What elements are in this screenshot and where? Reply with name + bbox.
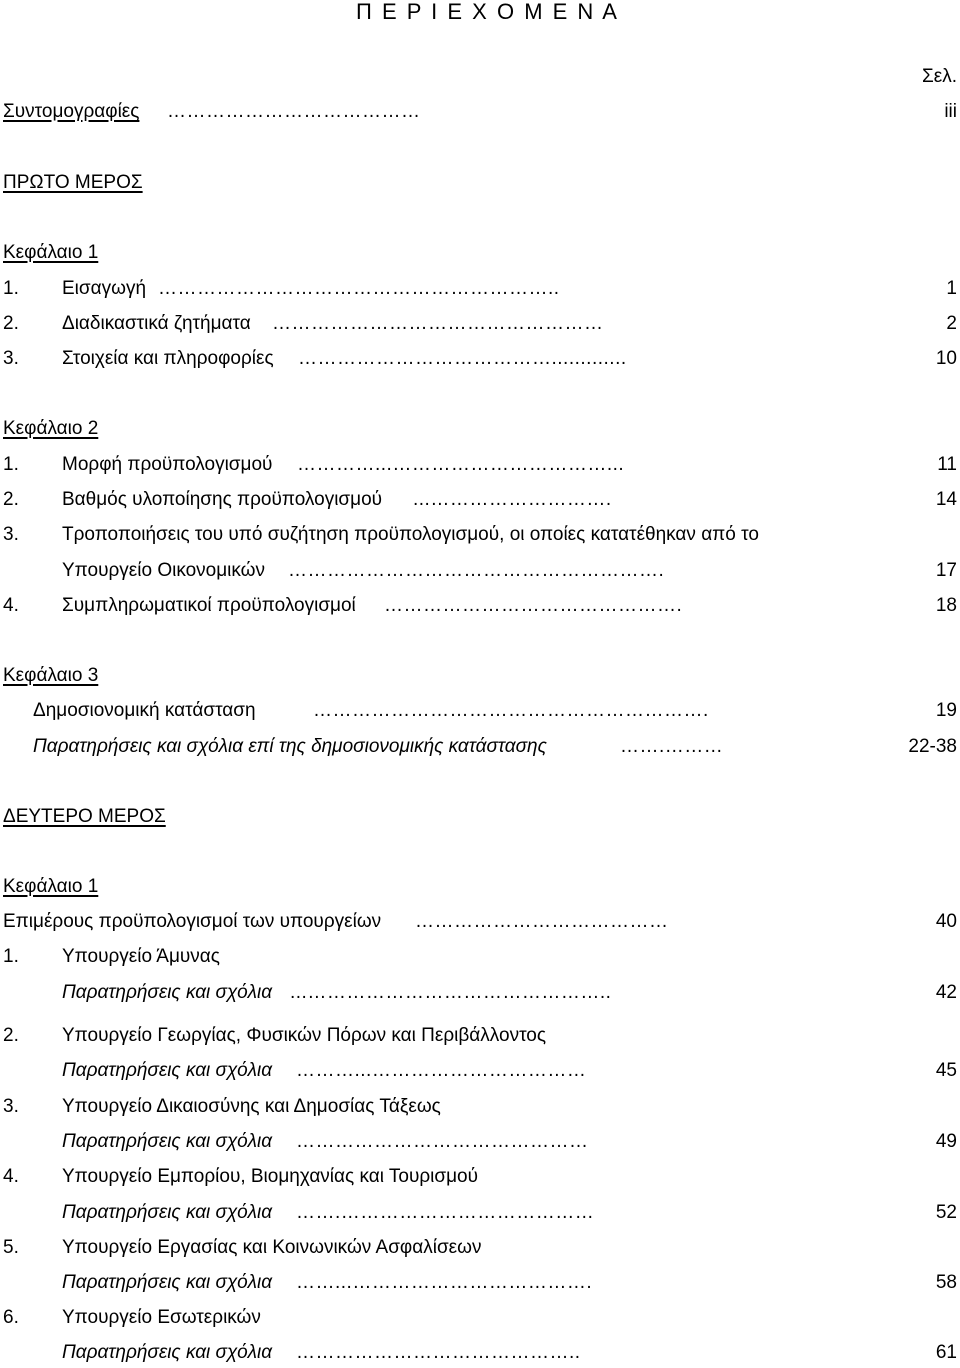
page-number: 45 [935, 1060, 957, 1081]
ministry-name: Υπουργείο Δικαιοσύνης και Δημοσίας Τάξεως [62, 1096, 441, 1117]
entry-title: Παρατηρήσεις και σχόλια [62, 982, 273, 1003]
toc-entry-abbreviations[interactable] [0, 97, 960, 127]
entry-title: Μορφή προϋπολογισμού [62, 454, 273, 475]
toc-entry[interactable] [0, 732, 960, 762]
dot-leader: …….………………………………… [296, 1202, 595, 1223]
toc-entry[interactable] [0, 1198, 960, 1228]
page-number: iii [944, 101, 957, 122]
page-number: 58 [935, 1272, 957, 1293]
dot-leader: ...……………………………………….. [290, 982, 612, 1003]
ministry-name: Υπουργείο Εργασίας και Κοινωνικών Ασφαλίσεων [62, 1237, 482, 1258]
chapter-heading: Κεφάλαιο 1 [3, 242, 99, 263]
entry-number: 3. [3, 524, 19, 545]
entry-title: Παρατηρήσεις και σχόλια [62, 1060, 273, 1081]
toc-entry[interactable] [0, 1056, 960, 1086]
entry-title: Τροποποιήσεις του υπό συζήτηση προϋπολογισμού, οι οποίες κατατέθηκαν από το [62, 524, 759, 545]
dot-leader: …………...……………………………... [297, 454, 625, 475]
entry-title: Βαθμός υλοποίησης προϋπολογισμού [62, 489, 383, 510]
ministry-name: Υπουργείο Εσωτερικών [62, 1307, 261, 1328]
dot-leader: …………………………………………………….. [158, 278, 560, 299]
ministry-row[interactable] [0, 1092, 960, 1122]
toc-title: Π Ε Ρ Ι Ε Χ Ο Μ Ε Ν Α [356, 0, 619, 24]
ministry-row[interactable] [0, 1303, 960, 1333]
dot-leader: …………………………………….. [296, 1342, 581, 1363]
chapter-heading-row [0, 872, 960, 902]
toc-entry[interactable] [0, 520, 960, 550]
page-number: 19 [935, 700, 957, 721]
entry-title: Διαδικαστικά ζητήματα [62, 313, 251, 334]
entry-title: Παρατηρήσεις και σχόλια [62, 1202, 273, 1223]
ministry-name: Υπουργείο Εμπορίου, Βιομηχανίας και Τουρισμού [62, 1166, 478, 1187]
entry-number: 3. [3, 348, 19, 369]
ministry-row[interactable] [0, 1021, 960, 1051]
page-number: 49 [935, 1131, 957, 1152]
toc-entry[interactable] [0, 274, 960, 304]
entry-title: Δημοσιονομική κατάσταση [33, 700, 256, 721]
dot-leader: ………...…………………………… [296, 1060, 587, 1081]
page-number: 40 [935, 911, 957, 932]
entry-title: Υπουργείο Οικονομικών [62, 560, 265, 581]
chapter-heading-row [0, 661, 960, 691]
entry-number: 3. [3, 1096, 19, 1117]
entry-number: 1. [3, 946, 19, 967]
page-number: 2 [946, 313, 957, 334]
entry-title: Επιμέρους προϋπολογισμοί των υπουργείων [3, 911, 382, 932]
entry-number: 5. [3, 1237, 19, 1258]
chapter-heading: Κεφάλαιο 1 [3, 876, 99, 897]
page-number: 10 [935, 348, 957, 369]
entry-number: 4. [3, 595, 19, 616]
entry-title: Συμπληρωματικοί προϋπολογισμοί [62, 595, 356, 616]
part-two-heading: ΔΕΥΤΕΡΟ ΜΕΡΟΣ [3, 806, 166, 827]
dot-leader: ………………………………… [167, 101, 421, 122]
ministry-row[interactable] [0, 942, 960, 972]
toc-entry[interactable] [0, 450, 960, 480]
dot-leader: …………………………………………… [272, 313, 604, 334]
abbreviations-label: Συντομογραφίες [3, 101, 140, 122]
toc-entry[interactable] [0, 485, 960, 515]
entry-number: 2. [3, 1025, 19, 1046]
dot-leader: ………………………………………. [384, 595, 683, 616]
entry-title: Παρατηρήσεις και σχόλια επί της δημοσιονομικής κατάστασης [33, 736, 547, 757]
toc-entry[interactable] [0, 696, 960, 726]
toc-entry[interactable] [0, 309, 960, 339]
page-number: 14 [935, 489, 957, 510]
part-one-heading-row [0, 168, 960, 198]
page-number: 61 [935, 1342, 957, 1363]
dot-leader: …….……… [620, 736, 724, 757]
chapter-heading: Κεφάλαιο 3 [3, 665, 99, 686]
page-number: 42 [935, 982, 957, 1003]
toc-entry[interactable] [0, 344, 960, 374]
part-two-heading-row [0, 802, 960, 832]
entry-number: 2. [3, 313, 19, 334]
entry-number: 4. [3, 1166, 19, 1187]
part-one-heading: ΠΡΩΤΟ ΜΕΡΟΣ [3, 172, 143, 193]
dot-leader: ……………………………………… [296, 1131, 589, 1152]
page-number: 22-38 [908, 736, 957, 757]
ministry-name: Υπουργείο Γεωργίας, Φυσικών Πόρων και Περιβάλλοντος [62, 1025, 547, 1046]
ministry-name: Υπουργείο Άμυνας [62, 946, 220, 967]
dot-leader: ……...………………………………. [296, 1272, 593, 1293]
entry-title: Εισαγωγή [62, 278, 147, 299]
entry-number: 2. [3, 489, 19, 510]
entry-title: Παρατηρήσεις και σχόλια [62, 1342, 273, 1363]
page-number: 11 [937, 454, 957, 475]
toc-entry[interactable] [0, 1268, 960, 1298]
dot-leader: ………………………………… [415, 911, 669, 932]
entry-number: 6. [3, 1307, 19, 1328]
toc-entry-continuation[interactable] [0, 556, 960, 586]
ministry-row[interactable] [0, 1162, 960, 1192]
page-number: 1 [946, 278, 957, 299]
dot-leader: …………………………………………………. [288, 560, 665, 581]
chapter-heading-row [0, 414, 960, 444]
toc-entry[interactable] [0, 978, 960, 1008]
toc-entry[interactable] [0, 1127, 960, 1157]
page-number: 18 [935, 595, 957, 616]
dot-leader: ...………………………. [413, 489, 612, 510]
page-column-label-row [0, 62, 960, 92]
entry-number: 1. [3, 454, 19, 475]
entry-title: Στοιχεία και πληροφορίες [62, 348, 274, 369]
page-number: 17 [935, 560, 957, 581]
chapter-heading-row [0, 238, 960, 268]
page-number: 52 [935, 1202, 957, 1223]
chapter-heading: Κεφάλαιο 2 [3, 418, 99, 439]
page-column-label: Σελ. [922, 66, 957, 87]
toc-entry[interactable] [0, 907, 960, 937]
entry-title: Παρατηρήσεις και σχόλια [62, 1272, 273, 1293]
toc-entry[interactable] [0, 1338, 960, 1368]
dot-leader: …………………………………............. [298, 348, 627, 369]
toc-entry[interactable] [0, 591, 960, 621]
entry-title: Παρατηρήσεις και σχόλια [62, 1131, 273, 1152]
toc-title-row [0, 0, 960, 27]
entry-number: 1. [3, 278, 19, 299]
ministry-row[interactable] [0, 1233, 960, 1263]
dot-leader: ……………………………………………………. [313, 700, 709, 721]
